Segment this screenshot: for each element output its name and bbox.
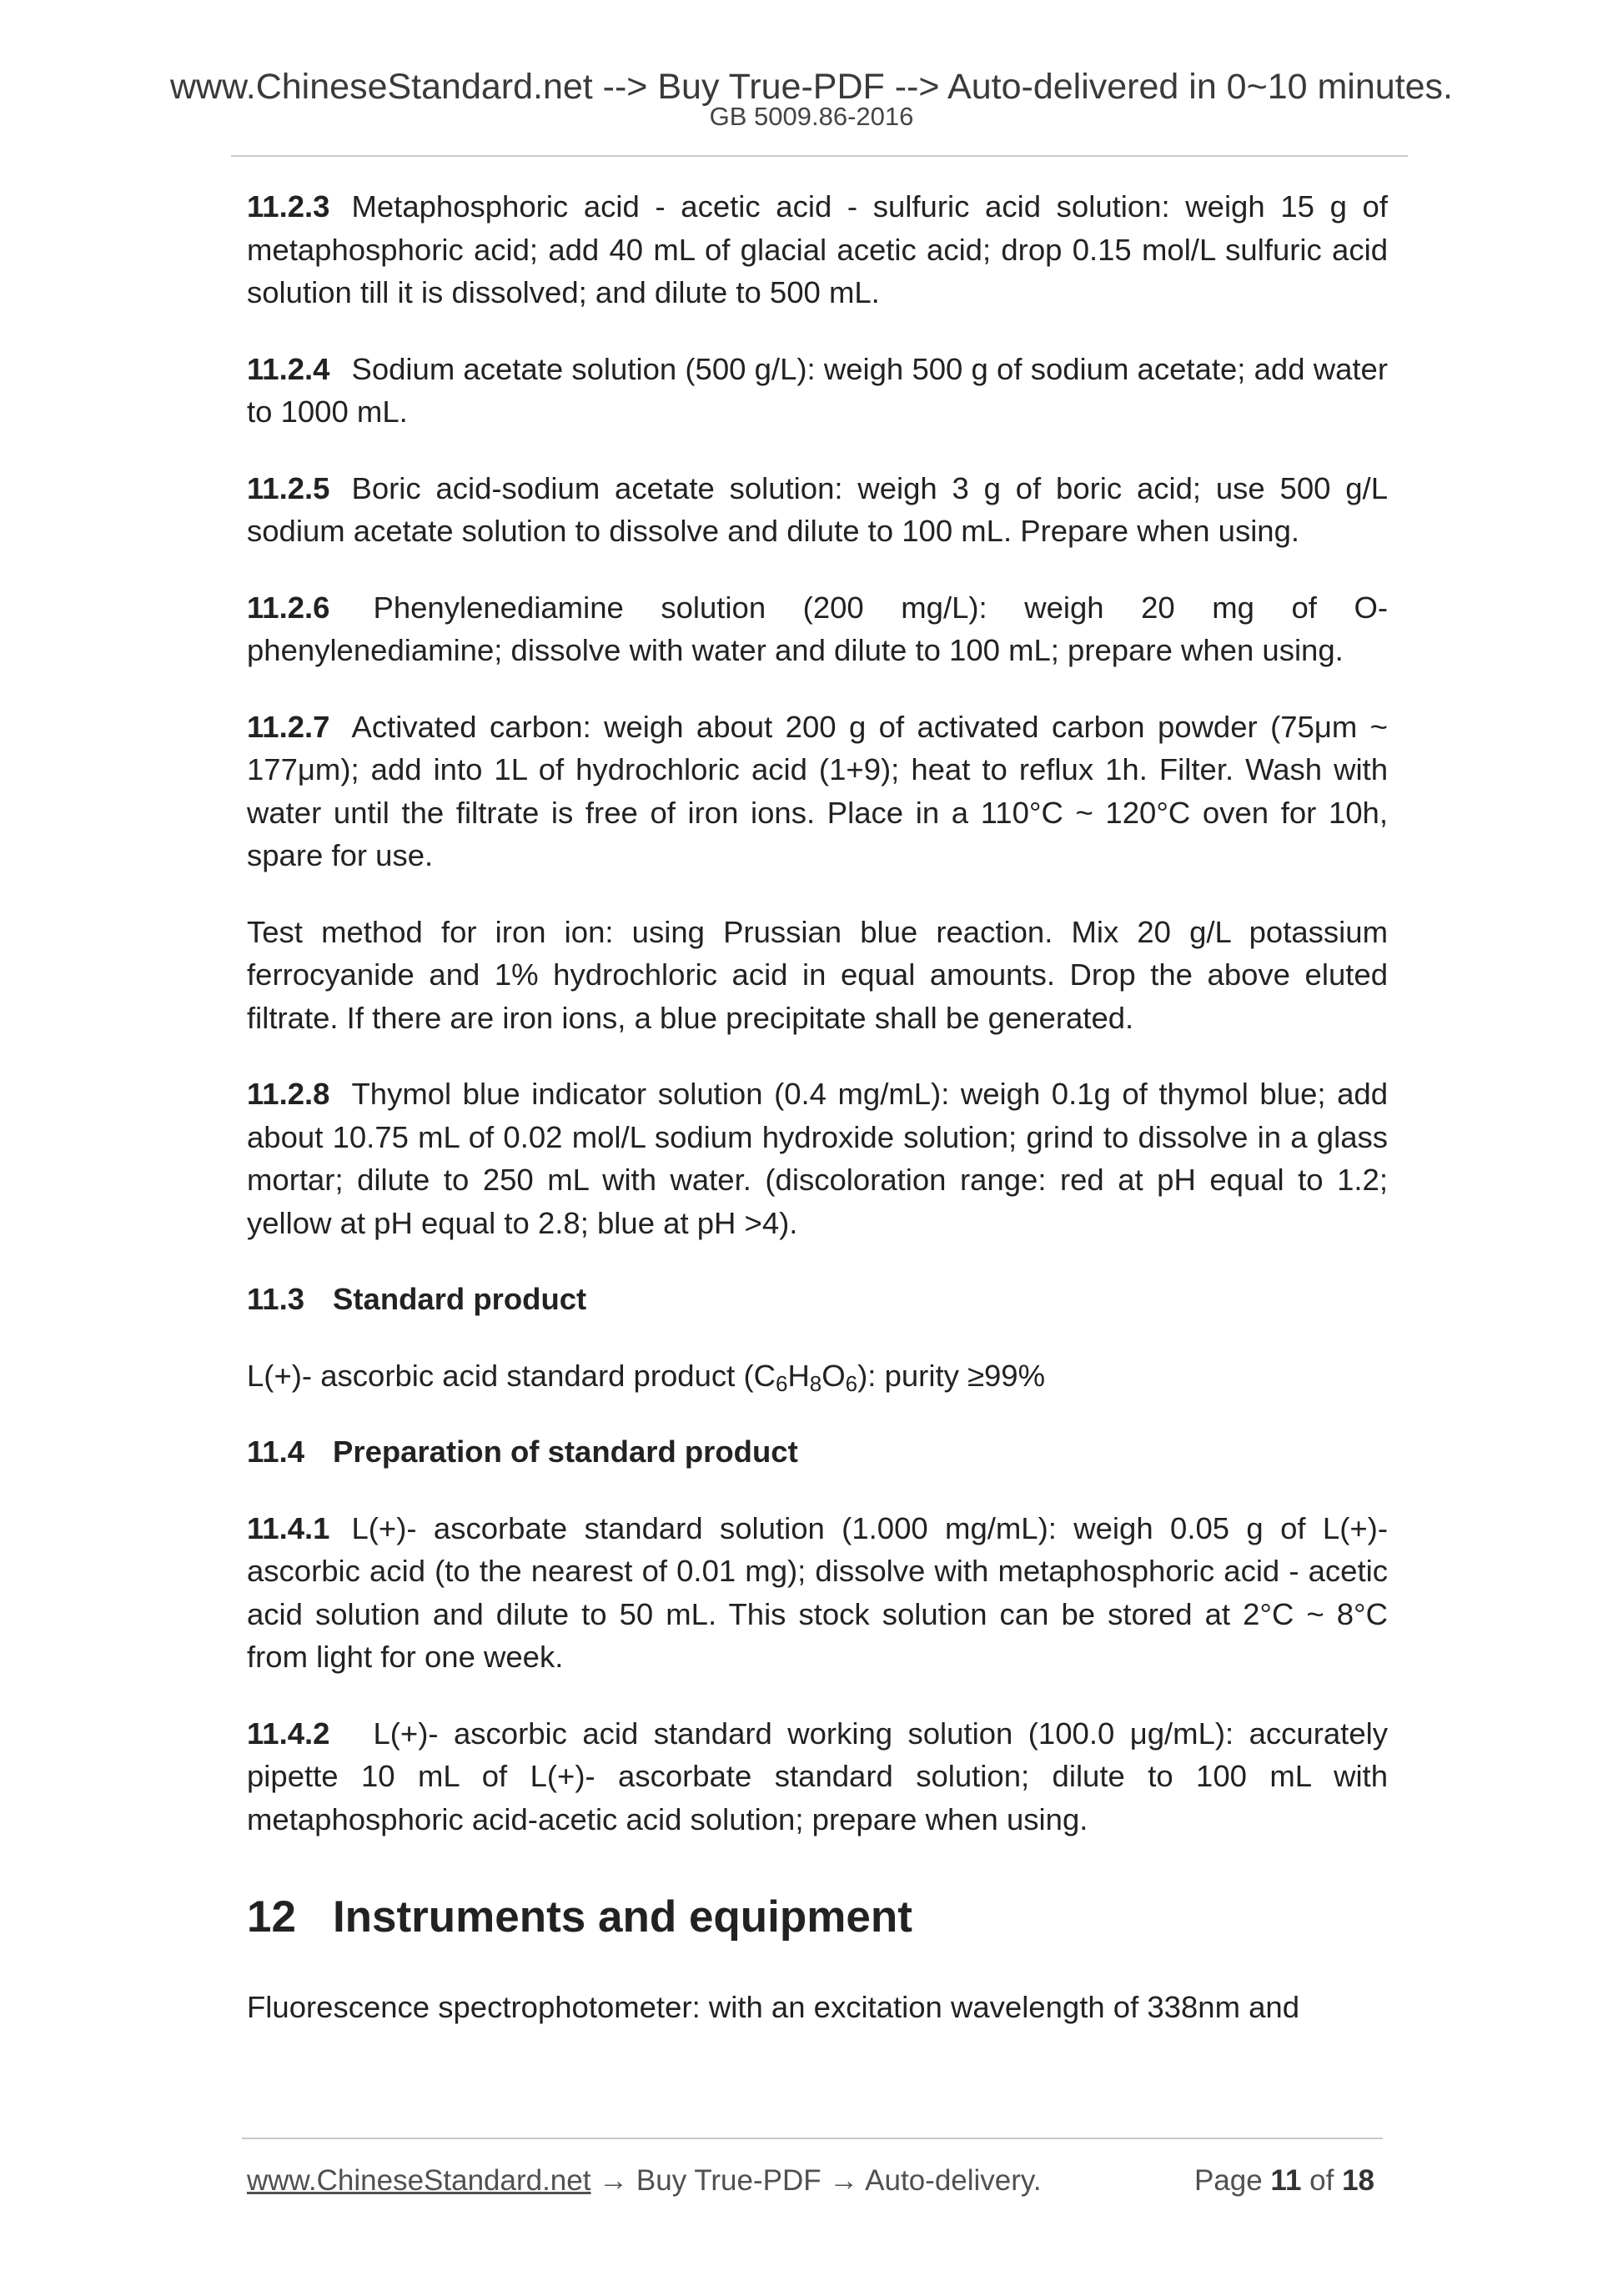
page-prefix: Page <box>1193 2164 1271 2197</box>
section-number: 11.4 <box>247 1434 305 1469</box>
clause-11-4-1 <box>247 1507 1388 1679</box>
section-heading-11-3 <box>247 1278 1388 1321</box>
clause-number: 11.2.8 <box>247 1077 330 1111</box>
page-current: 11 <box>1270 2164 1302 2197</box>
fluorescence-paragraph: Fluorescence spectrophotometer: with an excitation wavelength of 338nm and <box>247 1990 1300 2024</box>
page-total: 18 <box>1342 2164 1374 2197</box>
clause-11-2-5 <box>247 467 1388 553</box>
clause-number: 11.2.6 <box>247 590 330 625</box>
section-heading-11-4 <box>247 1430 1388 1474</box>
clause-text: Thymol blue indicator solution (0.4 mg/mL): weigh 0.1g of thymol blue; add about 10.75 mL of 0.02 mol/L sodium hydroxide solution; grind to dissolve in a glass mortar; dilute to 250 mL with water. (discoloration range: red at pH equal to 1.2; yellow at pH equal to 2.8; blue at pH >4). <box>247 1077 1388 1240</box>
clause-11-2-7 <box>247 706 1388 877</box>
standard-product-paragraph <box>247 1354 1388 1398</box>
page-footer <box>247 2160 1374 2202</box>
clause-11-2-8 <box>247 1073 1388 1244</box>
formula-text: ): purity ≥99% <box>857 1358 1046 1393</box>
standard-number: GB 5009.86-2016 <box>709 102 914 131</box>
section-title: Preparation of standard product <box>333 1434 798 1469</box>
formula-text: O <box>822 1358 846 1393</box>
header-divider <box>231 155 1408 157</box>
clause-11-4-2 <box>247 1712 1388 1841</box>
clause-text: Activated carbon: weigh about 200 g of activated carbon powder (75μm ~ 177μm); add into 1L of hydrochloric acid (1+9); heat to reflux 1h. Filter. Wash with water until the filtrate is free of iron ions. Place in a 110°C ~ 120°C oven for 10h, spare for use. <box>247 709 1388 872</box>
clause-number: 11.2.3 <box>247 189 330 224</box>
chapter-number: 12 <box>247 1892 296 1942</box>
clause-11-2-3 <box>247 185 1388 314</box>
page-of: of <box>1301 2164 1343 2197</box>
iron-ion-test-paragraph: Test method for iron ion: using Prussian blue reaction. Mix 20 g/L potassium ferrocyanide and 1% hydrochloric acid in equal amounts. Drop the above eluted filtrate. If there are iron ions, a blue precipitate shall be generated. <box>247 914 1388 1035</box>
formula-subscript: 6 <box>845 1370 858 1396</box>
clause-number: 11.2.5 <box>247 470 330 505</box>
document-body <box>247 185 1388 2062</box>
footer-promo <box>247 2160 1042 2202</box>
header-banner: www.ChineseStandard.net --> Buy True-PDF --> Auto-delivered in 0~10 minutes. <box>169 67 1453 107</box>
formula-text: L(+)- ascorbic acid standard product (C <box>247 1358 776 1393</box>
footer-site-link[interactable]: www.ChineseStandard.net <box>247 2164 591 2197</box>
clause-text: Sodium acetate solution (500 g/L): weigh 500 g of sodium acetate; add water to 1000 mL. <box>247 351 1388 429</box>
clause-text: Boric acid-sodium acetate solution: weigh 3 g of boric acid; use 500 g/L sodium acetate solution to dissolve and dilute to 100 mL. Prepare when using. <box>247 470 1388 548</box>
section-number: 11.3 <box>247 1282 305 1316</box>
chapter-title: Instruments and equipment <box>332 1892 912 1942</box>
clause-text: Phenylenediamine solution (200 mg/L): weigh 20 mg of O-phenylenediamine; dissolve with water and dilute to 100 mL; prepare when using. <box>247 590 1388 667</box>
clause-text: L(+)- ascorbate standard solution (1.000 mg/mL): weigh 0.05 g of L(+)-ascorbic acid (to the nearest of 0.01 mg); dissolve with metaphosphoric acid - acetic acid solution and dilute to 50 mL. This stock solution can be stored at 2°C ~ 8°C from light for one week. <box>247 1510 1388 1674</box>
clause-11-2-6 <box>247 586 1388 672</box>
formula-subscript: 6 <box>775 1370 788 1396</box>
formula-subscript: 8 <box>809 1370 822 1396</box>
clause-number: 11.4.1 <box>247 1510 330 1545</box>
page-number <box>1194 2160 1374 2202</box>
footer-nav-text: → Buy True-PDF → Auto-delivery. <box>590 2164 1042 2197</box>
clause-text: Metaphosphoric acid - acetic acid - sulfuric acid solution: weigh 15 g of metaphosphoric acid; add 40 mL of glacial acetic acid; drop 0.15 mol/L sulfuric acid solution till it is dissolved; and dilute to 500 mL. <box>247 189 1388 309</box>
clause-number: 11.4.2 <box>247 1716 330 1751</box>
clause-number: 11.2.4 <box>247 351 330 386</box>
chapter-heading-12 <box>247 1891 1388 1944</box>
footer-divider <box>242 2138 1383 2139</box>
formula-text: H <box>787 1358 810 1393</box>
clause-text: L(+)- ascorbic acid standard working solution (100.0 μg/mL): accurately pipette 10 mL of L(+)- ascorbate standard solution; dilute to 100 mL with metaphosphoric acid-acetic acid solution; prepare when using. <box>247 1716 1388 1836</box>
clause-11-2-4 <box>247 348 1388 434</box>
section-title: Standard product <box>333 1282 587 1316</box>
clause-number: 11.2.7 <box>247 709 330 744</box>
